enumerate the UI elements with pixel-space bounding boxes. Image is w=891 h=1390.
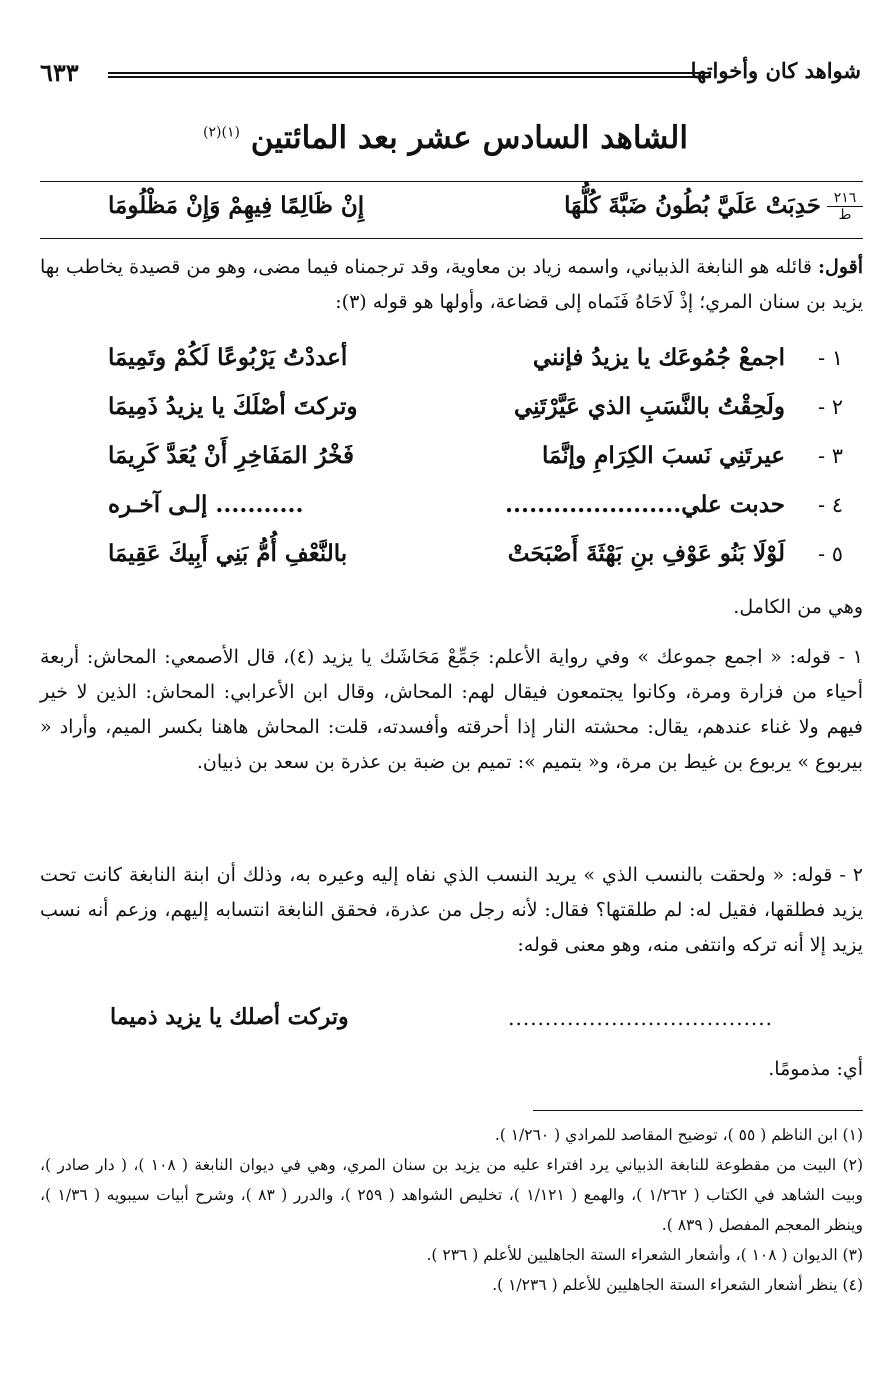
- verse-number-top: ٢١٦: [827, 190, 863, 207]
- meter-note: وهي من الكامل.: [733, 596, 863, 618]
- running-header: [40, 58, 861, 92]
- verse-number: [827, 190, 863, 223]
- poem-first-hemistich: عيرتَنِي نَسبَ الكِرَامِ وإنَّمَا: [541, 442, 785, 469]
- poem-line: [40, 489, 863, 538]
- poem-second-hemistich: أعددْتُ يَرْبُوعًا لَكُمْ وتَمِيمَا: [108, 344, 348, 371]
- poem-line-number: ٥ -: [817, 542, 843, 566]
- verse-first-hemistich: حَدِبَتْ عَلَيَّ بُطُونُ ضَبَّةَ كُلُّهَا: [564, 192, 821, 219]
- footnote-rule: [533, 1110, 863, 1111]
- section-heading: [0, 120, 891, 156]
- verse-top-rule: [40, 181, 863, 182]
- poem-line-number: ٤ -: [817, 493, 843, 517]
- footnote: (١) ابن الناظم ( ٥٥ )، توضيح المقاصد للمرادي ( ١/٢٦٠ ).: [494, 1126, 863, 1144]
- cited-text: وتركت أصلك يا يزيد ذميما: [110, 1004, 349, 1030]
- poem-first-hemistich: ولَحِقْتُ بالنَّسَبِ الذي عَيَّرْتَنِي: [513, 393, 785, 420]
- explanation: أي: مذمومًا.: [768, 1058, 863, 1080]
- poem-list: [40, 342, 863, 587]
- verse-bottom-rule: [40, 238, 863, 239]
- poem-second-hemistich: فَخْرُ المَفَاخِرِ أَنْ يُعَدَّ كَرِيمَا: [108, 442, 355, 469]
- cited-hemistich: [40, 1004, 863, 1040]
- verse-number-bottom: ط: [838, 207, 852, 223]
- poem-line-number: ١ -: [817, 346, 843, 370]
- footnote: (٤) ينظر أشعار الشعراء الستة الجاهليين للأعلم ( ١/٢٣٦ ).: [492, 1276, 863, 1294]
- heading-footnote-ref: (١)(٢): [203, 124, 240, 141]
- verse-second-hemistich: إِنْ ظَالِمًا فِيهِمْ وَإِنْ مَظْلُومَا: [108, 192, 365, 219]
- main-verse: [40, 190, 863, 230]
- commentary-line-1: ١ - قوله: « اجمع جموعك » وفي رواية الأعلم: جَمِّعْ مَحَاشَك يا يزيد (٤)، قال الأصمعي: المحاش: أربعة أحياء من فزارة ومرة، وكانوا يجتمعون فيقال لهم: المحاش، وقال ابن الأعرابي: المحاش: الذين لا خير فيهم ولا غناء عندهم، يقال: محشته النار إذا أحرقته وأفسدته، قلت: المحاش هاهنا بكسر الميم، وأراد « بيربوع » يربوع بن غيط بن مرة، و« بتميم »: تميم بن ضبة بن عذرة بن سعد بن ذبيان.: [40, 646, 863, 773]
- poem-second-hemistich: بالنَّعْفِ أُمُّ بَنِي أَبِيكَ عَقِيمَا: [108, 540, 348, 567]
- poem-line: [40, 440, 863, 489]
- heading-title: الشاهد السادس عشر بعد المائتين: [250, 120, 688, 156]
- poem-line-number: ٢ -: [817, 395, 843, 419]
- commentary-line-2: ٢ - قوله: « ولحقت بالنسب الذي » يريد النسب الذي نفاه إليه وعيره به، وذلك أن ابنة النابغة كانت تحت يزيد فطلقها، فقيل له: لم طلقتها؟ فقال: لأنه رجل من عذرة، فحقق النابغة انتسابه إليهم، وزعم أنه نسب يزيد إلا أنه تركه وانتفى منه، وهو معنى قوله:: [40, 864, 863, 956]
- poem-first-hemistich: اجمعْ جُمُوعَك يا يزيدُ فإنني: [532, 344, 785, 371]
- poem-line-number: ٣ -: [817, 444, 843, 468]
- poem-line: [40, 342, 863, 391]
- footnotes: [40, 1120, 863, 1300]
- page-number: ٦٣٣: [40, 58, 79, 87]
- header-double-rule: [108, 72, 711, 78]
- cited-dots: ....................................: [508, 1006, 773, 1030]
- poem-first-hemistich: لَوْلَا بَنُو عَوْفِ بنِ بَهْثَةَ أَصْبَحَتْ: [507, 540, 785, 567]
- poem-second-hemistich: وتركتَ أصْلَكَ يا يزيدُ ذَمِيمَا: [108, 393, 358, 420]
- poem-line: [40, 391, 863, 440]
- poem-line: [40, 538, 863, 587]
- footnote: (٣) الديوان ( ١٠٨ )، وأشعار الشعراء الستة الجاهليين للأعلم ( ٢٣٦ ).: [426, 1246, 863, 1264]
- intro-paragraph: [40, 250, 863, 320]
- footnote: (٢) البيت من مقطوعة للنابغة الذبياني يرد افتراء عليه من يزيد بن سنان المري، وهي في ديوان النابغة ( ١٠٨ )، ( دار صادر )، وبيت الشاهد في الكتاب ( ١/٢٦٢ )، والهمع ( ١/١٢١ )، تخليص الشواهد ( ٢٥٩ )، والدرر ( ٨٣ )، وشرح أبيات سيبويه ( ١/٣٦ )، وينظر المعجم المفصل ( ٨٣٩ ).: [40, 1156, 864, 1234]
- poem-first-hemistich: حدبت علي......................: [505, 491, 785, 518]
- poem-second-hemistich: ........... إلـى آخـره: [108, 491, 304, 518]
- running-title: شواهد كان وأخواتها: [690, 58, 861, 83]
- intro-text: قائله هو النابغة الذبياني، واسمه زياد بن معاوية، وقد ترجمناه فيما مضى، وهو من قصيدة يخاطب بها يزيد بن سنان المري؛ إذْ لَاحَاهُ فَنَماه إلى قضاعة، وأولها هو قوله (٣):: [40, 256, 863, 313]
- intro-lead: أقول:: [818, 256, 863, 278]
